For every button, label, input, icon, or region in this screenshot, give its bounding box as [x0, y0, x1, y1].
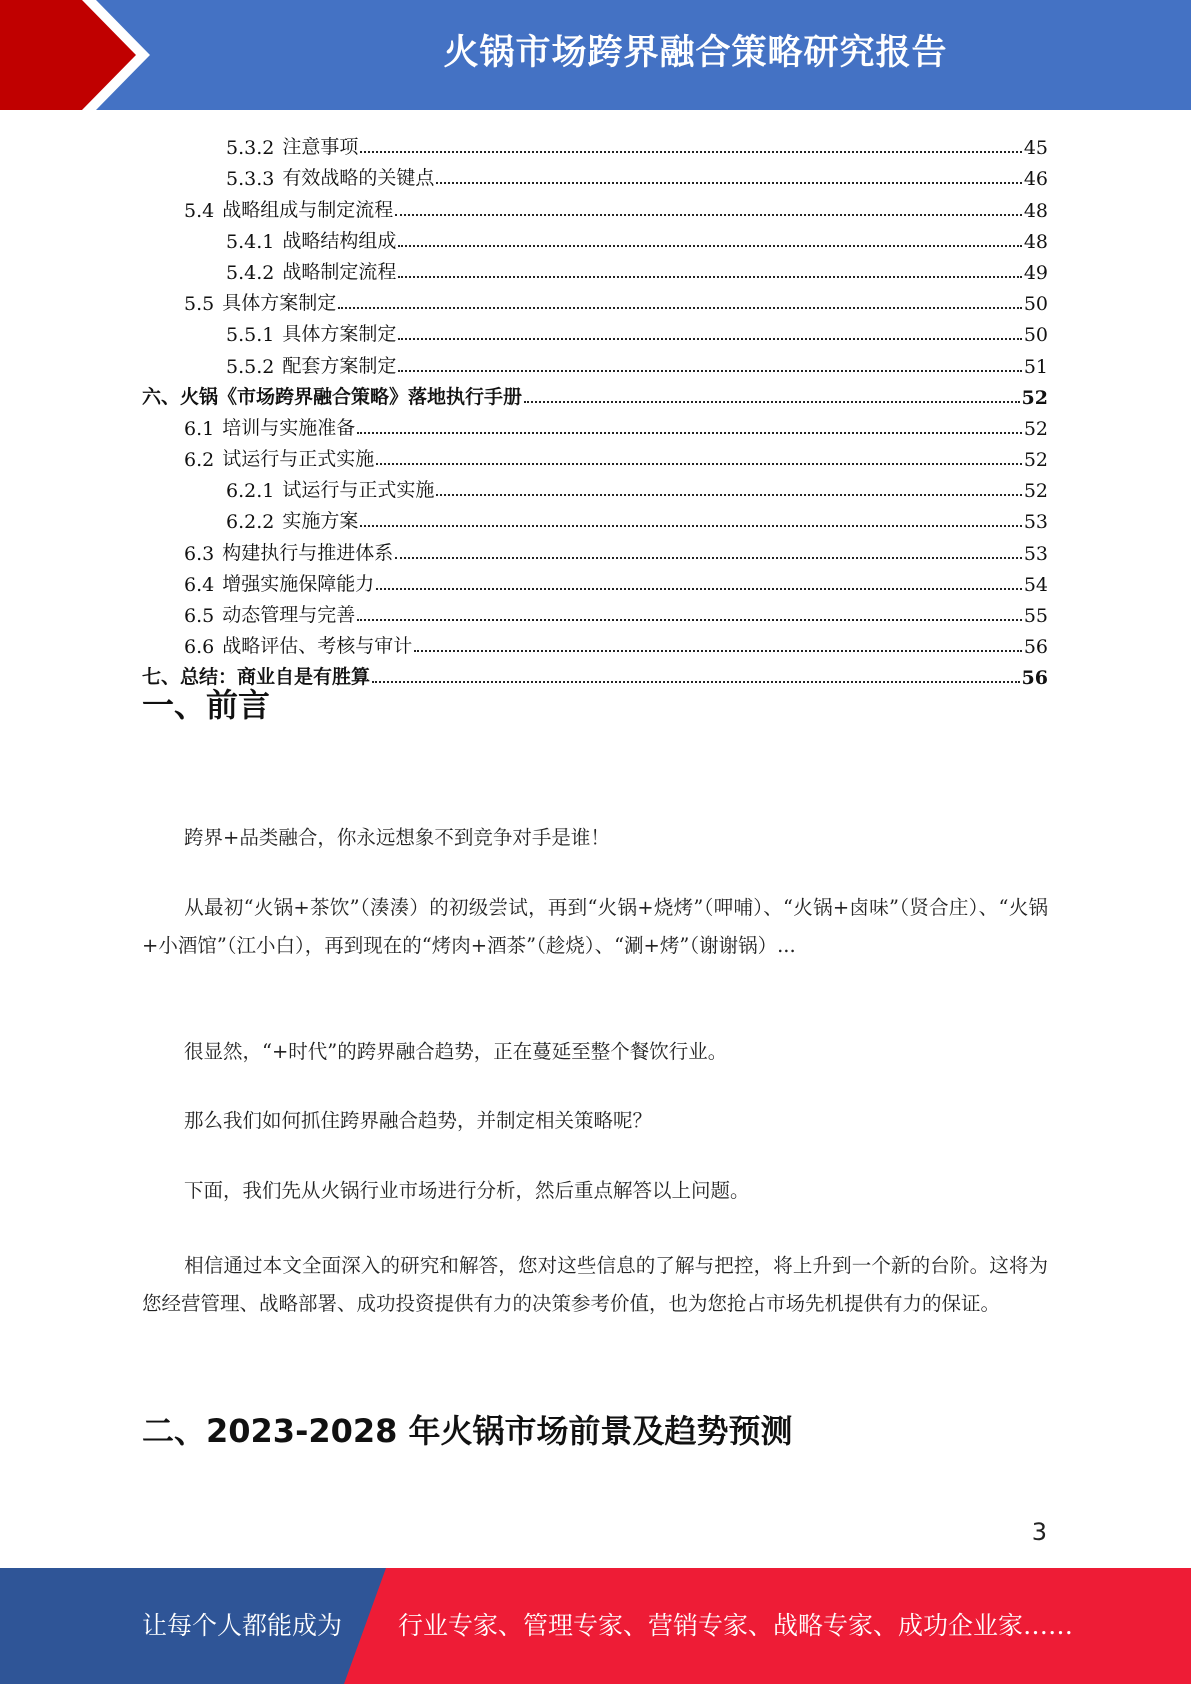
toc-entry-page: 50	[1023, 324, 1048, 347]
toc-entry[interactable]	[142, 533, 1048, 564]
toc-entry-title: 实施方案	[282, 510, 359, 533]
toc-entry-page: 51	[1023, 355, 1048, 378]
toc-dot-leader	[376, 588, 1022, 590]
toc-entry-page: 45	[1023, 137, 1048, 160]
toc-entry-page: 50	[1023, 293, 1048, 316]
toc-entry-title: 战略评估、考核与审计	[222, 635, 413, 658]
toc-entry[interactable]	[142, 658, 1048, 689]
toc-entry-page: 48	[1023, 230, 1048, 253]
toc-entry[interactable]	[142, 440, 1048, 471]
toc-entry-number: 5.4	[184, 199, 215, 222]
toc-entry-number: 5.5.1	[226, 324, 275, 347]
toc-entry-page: 52	[1023, 449, 1048, 472]
toc-dot-leader	[398, 276, 1021, 278]
toc-entry-page: 49	[1023, 261, 1048, 284]
toc-entry-title: 战略组成与制定流程	[222, 198, 394, 221]
footer-slogan-right: 行业专家、管理专家、营销专家、战略专家、成功企业家……	[398, 1611, 1074, 1640]
table-of-contents	[142, 128, 1048, 689]
toc-entry-number: 6.6	[184, 636, 215, 659]
toc-entry-title: 配套方案制定	[282, 354, 397, 377]
toc-dot-leader	[357, 619, 1022, 621]
toc-entry-page: 53	[1023, 542, 1048, 565]
page-number: 3	[1031, 1518, 1047, 1546]
section-heading-preface: 一、前言	[142, 686, 271, 724]
toc-entry-number: 6.2	[184, 449, 215, 472]
header-red-arrow-icon	[0, 0, 136, 110]
toc-entry-page: 52	[1021, 386, 1048, 409]
toc-entry-page: 52	[1023, 417, 1048, 440]
toc-entry[interactable]	[142, 284, 1048, 315]
page-header	[0, 0, 1191, 110]
toc-entry[interactable]	[142, 159, 1048, 190]
paragraph: 相信通过本文全面深入的研究和解答，您对这些信息的了解与把控，将上升到一个新的台阶。这将为您经营管理、战略部署、成功投资提供有力的决策参考价值，也为您抢占市场先机提供有力的保证。	[142, 1254, 1048, 1315]
paragraph: 那么我们如何抓住跨界融合趋势，并制定相关策略呢？	[184, 1109, 653, 1132]
toc-entry-page: 55	[1023, 605, 1048, 627]
toc-entry[interactable]	[142, 502, 1048, 533]
toc-entry-number: 6.5	[184, 605, 215, 627]
toc-entry[interactable]	[142, 409, 1048, 440]
toc-entry-title: 构建执行与推进体系	[222, 541, 394, 564]
toc-entry-title: 七、总结：商业自是有胜算	[142, 666, 371, 689]
toc-entry[interactable]	[142, 378, 1048, 409]
toc-entry-title: 战略结构组成	[282, 229, 397, 252]
toc-entry-page: 53	[1023, 511, 1048, 534]
toc-entry-page: 56	[1021, 667, 1048, 690]
toc-entry[interactable]	[142, 190, 1048, 221]
toc-entry-page: 52	[1023, 480, 1048, 503]
toc-entry-title: 试运行与正式实施	[222, 448, 375, 471]
toc-entry-number: 6.2.2	[226, 511, 275, 534]
toc-entry[interactable]	[142, 128, 1048, 159]
toc-entry[interactable]	[142, 315, 1048, 346]
toc-dot-leader	[414, 650, 1022, 652]
section-heading-forecast: 二、2023-2028 年火锅市场前景及趋势预测	[142, 1412, 793, 1450]
toc-dot-leader	[360, 151, 1021, 153]
toc-entry-page: 54	[1023, 573, 1048, 596]
toc-entry-title: 具体方案制定	[282, 323, 397, 346]
toc-dot-leader	[398, 338, 1021, 340]
toc-entry[interactable]	[142, 222, 1048, 253]
toc-entry-title: 具体方案制定	[222, 292, 337, 315]
toc-entry-number: 6.4	[184, 573, 215, 596]
toc-dot-leader	[372, 681, 1020, 683]
paragraph: 从最初“火锅+茶饮”（湊湊）的初级尝试，再到“火锅+烧烤”（呷哺）、“火锅+卤味”（贤合庄）、“火锅+小酒馆”（江小白），再到现在的“烤肉+酒茶”（趁烧）、“涮+烤”（谢谢锅）...	[142, 896, 1048, 957]
toc-dot-leader	[338, 307, 1022, 309]
toc-entry[interactable]	[142, 471, 1048, 502]
toc-entry-page: 46	[1023, 168, 1048, 191]
toc-dot-leader	[395, 214, 1022, 216]
toc-entry-title: 六、火锅《市场跨界融合策略》落地执行手册	[142, 385, 523, 408]
toc-entry-title: 动态管理与完善	[222, 604, 356, 626]
toc-dot-leader	[398, 370, 1021, 372]
report-title: 火锅市场跨界融合策略研究报告	[443, 33, 948, 73]
toc-entry[interactable]	[142, 253, 1048, 284]
toc-entry[interactable]	[142, 596, 1048, 627]
toc-entry-number: 5.4.1	[226, 230, 275, 253]
toc-entry-page: 48	[1023, 199, 1048, 222]
toc-entry-title: 注意事项	[282, 136, 359, 159]
paragraph: 跨界+品类融合，你永远想象不到竞争对手是谁！	[184, 826, 610, 849]
toc-entry-title: 有效战略的关键点	[282, 167, 435, 190]
toc-dot-leader	[436, 494, 1021, 496]
toc-entry-title: 培训与实施准备	[222, 416, 356, 439]
toc-entry-title: 战略制定流程	[282, 260, 397, 283]
footer-slogan-left: 让每个人都能成为	[142, 1611, 343, 1640]
toc-entry-title: 增强实施保障能力	[222, 572, 375, 595]
toc-entry-page: 56	[1023, 636, 1048, 659]
page-footer	[0, 1568, 1191, 1684]
paragraph: 很显然，“+时代”的跨界融合趋势，正在蔓延至整个餐饮行业。	[184, 1040, 728, 1063]
toc-entry-number: 6.2.1	[226, 480, 275, 503]
toc-entry[interactable]	[142, 565, 1048, 596]
toc-entry-number: 5.5.2	[226, 355, 275, 378]
toc-entry-number: 5.5	[184, 293, 215, 316]
toc-dot-leader	[436, 182, 1021, 184]
toc-entry[interactable]	[142, 627, 1048, 658]
toc-entry-number: 6.1	[184, 417, 215, 440]
toc-entry-number: 6.3	[184, 542, 215, 565]
toc-dot-leader	[376, 463, 1022, 465]
toc-entry-number: 5.4.2	[226, 261, 275, 284]
toc-dot-leader	[395, 557, 1022, 559]
toc-dot-leader	[398, 245, 1021, 247]
toc-dot-leader	[357, 432, 1022, 434]
toc-entry-title: 试运行与正式实施	[282, 479, 435, 502]
paragraph: 下面，我们先从火锅行业市场进行分析，然后重点解答以上问题。	[184, 1179, 750, 1202]
toc-dot-leader	[360, 525, 1021, 527]
toc-entry-number: 5.3.3	[226, 168, 275, 191]
toc-entry[interactable]	[142, 346, 1048, 377]
toc-entry-number: 5.3.2	[226, 137, 275, 160]
toc-dot-leader	[524, 401, 1020, 403]
